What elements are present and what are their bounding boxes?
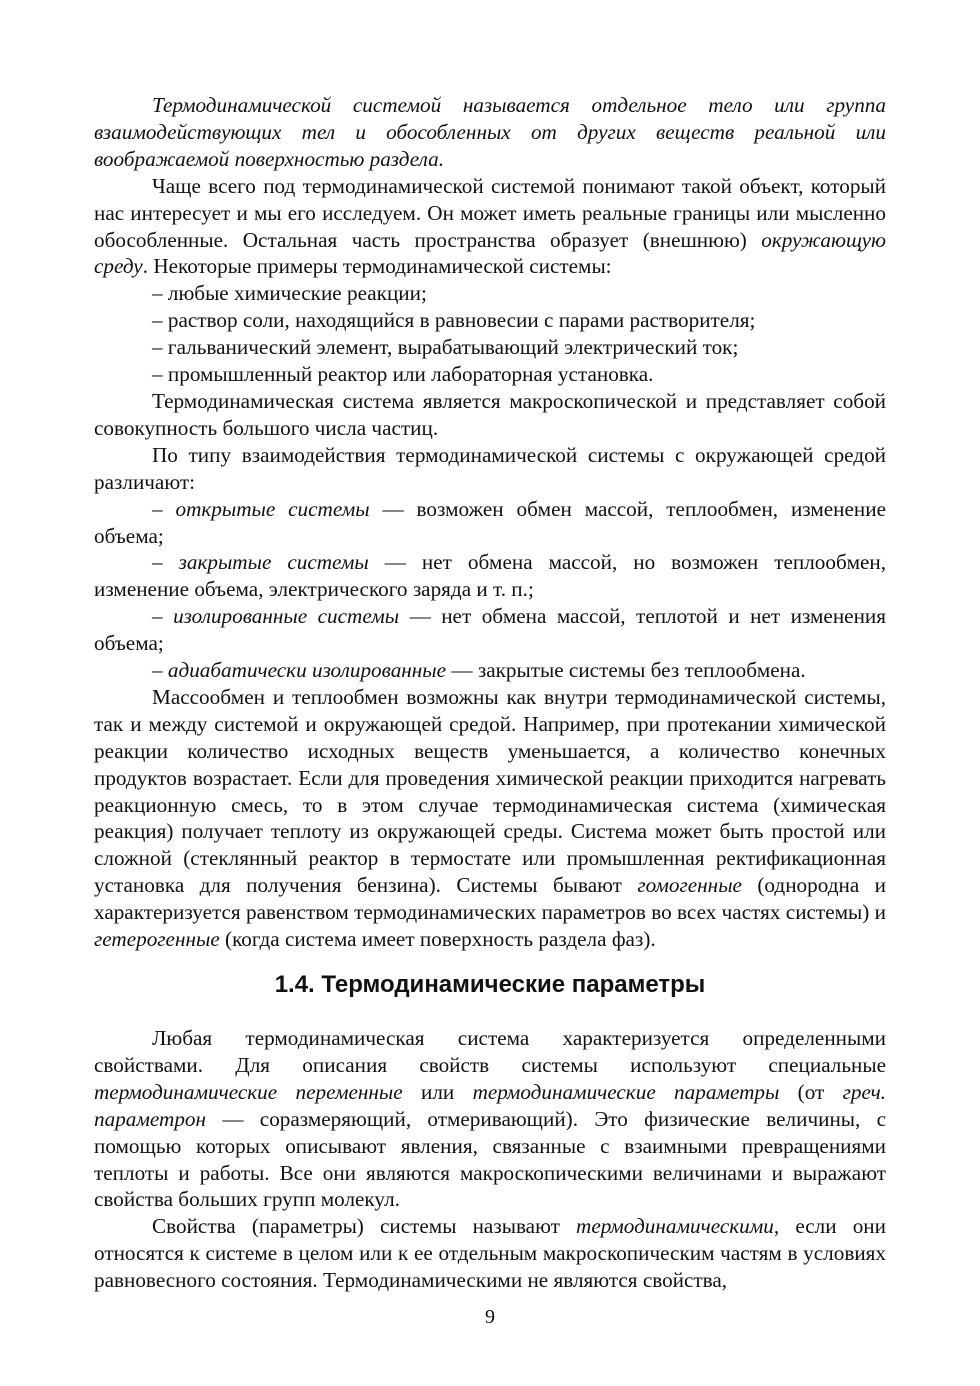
page-number: 9 — [485, 1306, 495, 1328]
list-item-example: – раствор соли, находящийся в равновесии с парами растворителя; — [152, 308, 756, 333]
term-closed-systems: закрытые системы — [178, 550, 369, 575]
list-item-system-type: – адиабатически изолированные — закрытые системы без теплообмена. — [152, 658, 806, 683]
list-item-system-type: – открытые системы — возможен обмен массой, теплообмен, изменение объема; — [94, 496, 886, 548]
term-adiabatic-systems: адиабатически изолированные — [167, 658, 447, 683]
term-isolated-systems: изолированные системы — [173, 604, 400, 629]
page-text — [94, 92, 886, 1294]
term-open-systems: открытые системы — [175, 496, 370, 521]
paragraph-types-intro: По типу взаимодействия термодинамической системы с окружающей средой различают: — [94, 442, 886, 494]
term-homogeneous: гомогенные — [637, 873, 742, 898]
section-heading: 1.4. Термодинамические параметры — [274, 971, 706, 998]
term-thermo-parameters: термодинамические параметры — [472, 1079, 780, 1104]
paragraph-system-intro: Чаще всего под термодинамической системой понимают такой объект, который нас интересует и мы его исследуем. Он может иметь реальные границы или мысленно обособленные. Остальная часть пространства образует (внешнюю) окружающую среду. Некоторые примеры термодинамической системы: — [94, 173, 886, 279]
term-greek-origin: греч. параметрон — [94, 1079, 886, 1131]
paragraph-mass-heat-exchange: Массообмен и теплообмен возможны как внутри термодинамической системы, так и между системой и окружающей средой. Например, при протекании химической реакции количество исходных веществ уменьшается, а количество конечных продуктов возрастает. Если для проведения химической реакции приходится нагревать реакционную смесь, то в этом случае термодинамическая система (химическая реакция) получает теплоту из окружающей среды. Система может быть простой или сложной (стеклянный реактор в термостате или промышленная ректификационная установка для получения бензина). Системы бывают гомогенные (однородна и характеризуется равенством термодинамических параметров во всех частях системы) и гетерогенные (когда система имеет поверхность раздела фаз). — [94, 684, 886, 952]
paragraph-macroscopic: Термодинамическая система является макроскопической и представляет собой совокупность большого числа частиц. — [94, 388, 886, 440]
term-thermodynamic: термодинамическими — [576, 1214, 774, 1239]
paragraph-properties: Свойства (параметры) системы называют термодинамическими, если они относятся к системе в целом или к ее отдельным макроскопическим частям в условиях равновесного состояния. Термодинамическими не являются свойства, — [94, 1214, 886, 1293]
list-item-system-type: – закрытые системы — нет обмена массой, но возможен теплообмен, изменение объема, электрического заряда и т. п.; — [94, 550, 887, 602]
paragraph-parameters: Любая термодинамическая система характеризуется определенными свойствами. Для описания свойств системы используют специальные термодинамические переменные или термодинамические параметры (от греч. параметрон — соразмеряющий, отмеривающий). Это физические величины, с помощью которых описывают явления, связанные с взаимными превращениями теплоты и работы. Все они являются макроскопическими величинами и выражают свойства больших групп молекул. — [94, 1026, 886, 1212]
term-heterogeneous: гетерогенные — [94, 927, 220, 952]
definition-paragraph — [94, 92, 886, 173]
definition-text: Термодинамической системой называется отдельное тело или группа взаимодействующих тел и обособленных от других веществ реальной или воображаемой поверхностью раздела. — [94, 93, 886, 171]
list-item-system-type: – изолированные системы — нет обмена массой, теплотой и нет изменения объема; — [94, 604, 886, 656]
list-item-example: – гальванический элемент, вырабатывающий электрический ток; — [152, 335, 739, 360]
term-environment: окружающую среду — [94, 227, 886, 279]
list-item-example: – промышленный реактор или лабораторная установка. — [152, 362, 654, 387]
term-thermo-variables: термодинамические переменные — [94, 1079, 403, 1104]
list-item-example: – любые химические реакции; — [152, 281, 427, 306]
